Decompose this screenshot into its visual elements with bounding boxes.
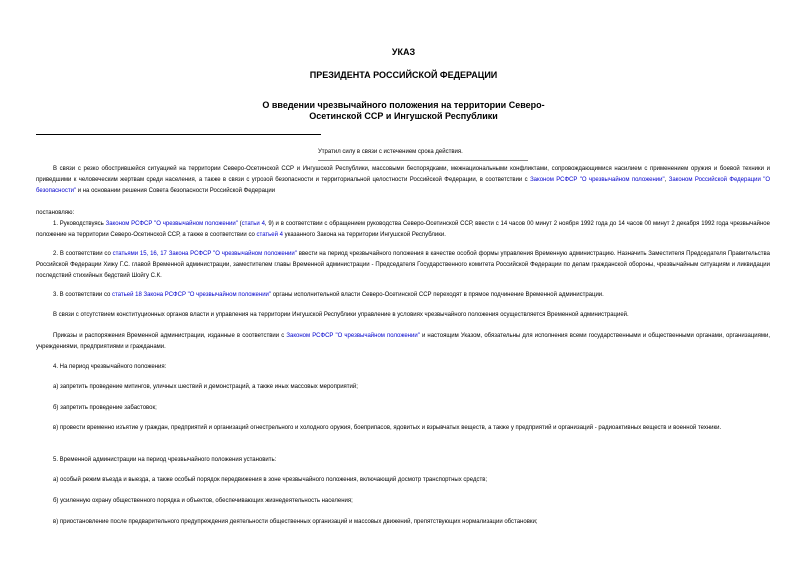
doc-subject-line2: Осетинской ССР и Ингушской Республики bbox=[309, 111, 498, 121]
text-fragment: 1. Руководствуясь bbox=[53, 221, 106, 227]
paragraph-5b: б) усиленную охрану общественного порядка и объектов, обеспечивающих жизнедеятельность населения; bbox=[53, 498, 353, 504]
doc-issuer: ПРЕЗИДЕНТА РОССИЙСКОЙ ФЕДЕРАЦИИ bbox=[309, 70, 498, 80]
doc-title: УКАЗ bbox=[391, 47, 416, 57]
text-fragment: 2. В соответствии со bbox=[53, 251, 113, 257]
paragraph-5a: а) особый режим въезда и выезда, а также особый порядок передвижения в зоне чрезвычайного положения, включающий досмотр транспортных средств; bbox=[53, 477, 488, 483]
text-fragment: и на основании решения Совета безопасности Российской Федерации bbox=[76, 188, 276, 194]
text-fragment: , bbox=[664, 177, 669, 183]
link-article-18[interactable]: статьей 18 Закона РСФСР "О чрезвычайном положении" bbox=[112, 292, 272, 298]
paragraph-1 bbox=[36, 219, 770, 241]
text-fragment: В связи с резко обострившейся ситуацией на территории Северо-Осетинской ССР и Ингушской Республики, массовыми беспорядками, межнациональными конфликтами, сопровождающимися насилием с применением оружия и боевой техники и приведшими к человеческим жертвам среди населения, а также в связи с угрозой безопасности и территориальной целостности Российской Федерации, в соответствии с bbox=[36, 166, 770, 183]
link-articles-15-17[interactable]: статьями 15, 16, 17 Закона РСФСР "О чрезвычайном положении" bbox=[112, 251, 297, 257]
doc-subject-line1: О введении чрезвычайного положения на территории Северо- bbox=[262, 100, 545, 110]
text-fragment: органы исполнительной власти Северо-Осетинской ССР переходят в прямое подчинение Временной администрации. bbox=[271, 292, 604, 298]
status-divider bbox=[318, 160, 528, 161]
paragraph-4a: а) запретить проведение митингов, уличных шествий и демонстраций, а также иных массовых мероприятий; bbox=[53, 384, 358, 390]
text-fragment: и настоящим Указом, обязательны для исполнения всеми государственными и общественными органами, организациями, учреждениями, предприятиями и гражданами. bbox=[36, 333, 770, 350]
link-law-emergency[interactable]: Законом РСФСР "О чрезвычайном положении" bbox=[105, 221, 238, 227]
text-fragment: Приказы и распоряжения Временной администрации, изданные в соответствии с bbox=[53, 333, 287, 339]
text-fragment: 3. В соответствии со bbox=[53, 292, 113, 298]
paragraph-5c: в) приостановление после предварительного предупреждения деятельности общественных организаций и массовых движений, препятствующих нормализации обстановки; bbox=[53, 519, 538, 525]
paragraph-4c: в) провести временно изъятие у граждан, предприятий и организаций огнестрельного и холодного оружия, боеприпасов, ядовитых и взрывчатых веществ, а также у предприятий и организаций - радиоактивных веществ и военной техники. bbox=[53, 425, 722, 431]
doc-subject bbox=[0, 100, 807, 122]
text-fragment: указанного Закона на территории Ингушской Республики. bbox=[282, 232, 446, 238]
paragraph-orders bbox=[36, 331, 770, 353]
paragraph-2 bbox=[36, 249, 770, 282]
status-note: Утратил силу в связи с истечением срока действия. bbox=[318, 149, 463, 155]
paragraph-decree: постановляю: bbox=[36, 210, 75, 216]
link-article-4-b[interactable]: статьей 4 bbox=[256, 232, 283, 238]
paragraph-4: 4. На период чрезвычайного положения: bbox=[53, 364, 167, 370]
paragraph-4b: б) запретить проведение забастовок; bbox=[53, 405, 157, 411]
text-fragment: ввести на период чрезвычайного положения в качестве особой формы управления Временную администрацию. Назначить Заместителя Председателя Правительства Российской Федерации Хижу Г.С. главой Временной администрации, заместителем главы Временной администрации - Председателя Государственного комитета Российской Федерации по делам гражданской обороны, чрезвычайным ситуациям и ликвидации последствий стихийных бедствий Шойгу С.К. bbox=[36, 251, 771, 279]
link-law-emergency[interactable]: Законом РСФСР "О чрезвычайном положении" bbox=[286, 333, 420, 339]
header-divider bbox=[36, 134, 321, 135]
paragraph-intro bbox=[36, 164, 770, 197]
text-fragment: ( bbox=[237, 221, 242, 227]
paragraph-3 bbox=[36, 290, 770, 301]
paragraph-absence: В связи с отсутствием конституционных органов власти и управления на территории Ингушской Республики управление в условиях чрезвычайного положения осуществляется Временной администрацией. bbox=[53, 312, 629, 318]
link-law-emergency[interactable]: Законом РСФСР "О чрезвычайном положении" bbox=[530, 177, 665, 183]
text-fragment: , 9) и в соответствии с обращением руководства Северо-Осетинской ССР, ввести с 14 часов 00 минут 2 ноября 1992 года до 14 часов 00 минут 2 декабря 1992 года чрезвычайное положение на территории Северо-Осетинской ССР, а также в соответствии со bbox=[36, 221, 770, 238]
link-article-4[interactable]: статьи 4 bbox=[241, 221, 265, 227]
link-law-security[interactable]: Законом Российской Федерации "О безопасности" bbox=[36, 177, 771, 194]
paragraph-5: 5. Временной администрации на период чрезвычайного положения установить: bbox=[53, 457, 277, 463]
